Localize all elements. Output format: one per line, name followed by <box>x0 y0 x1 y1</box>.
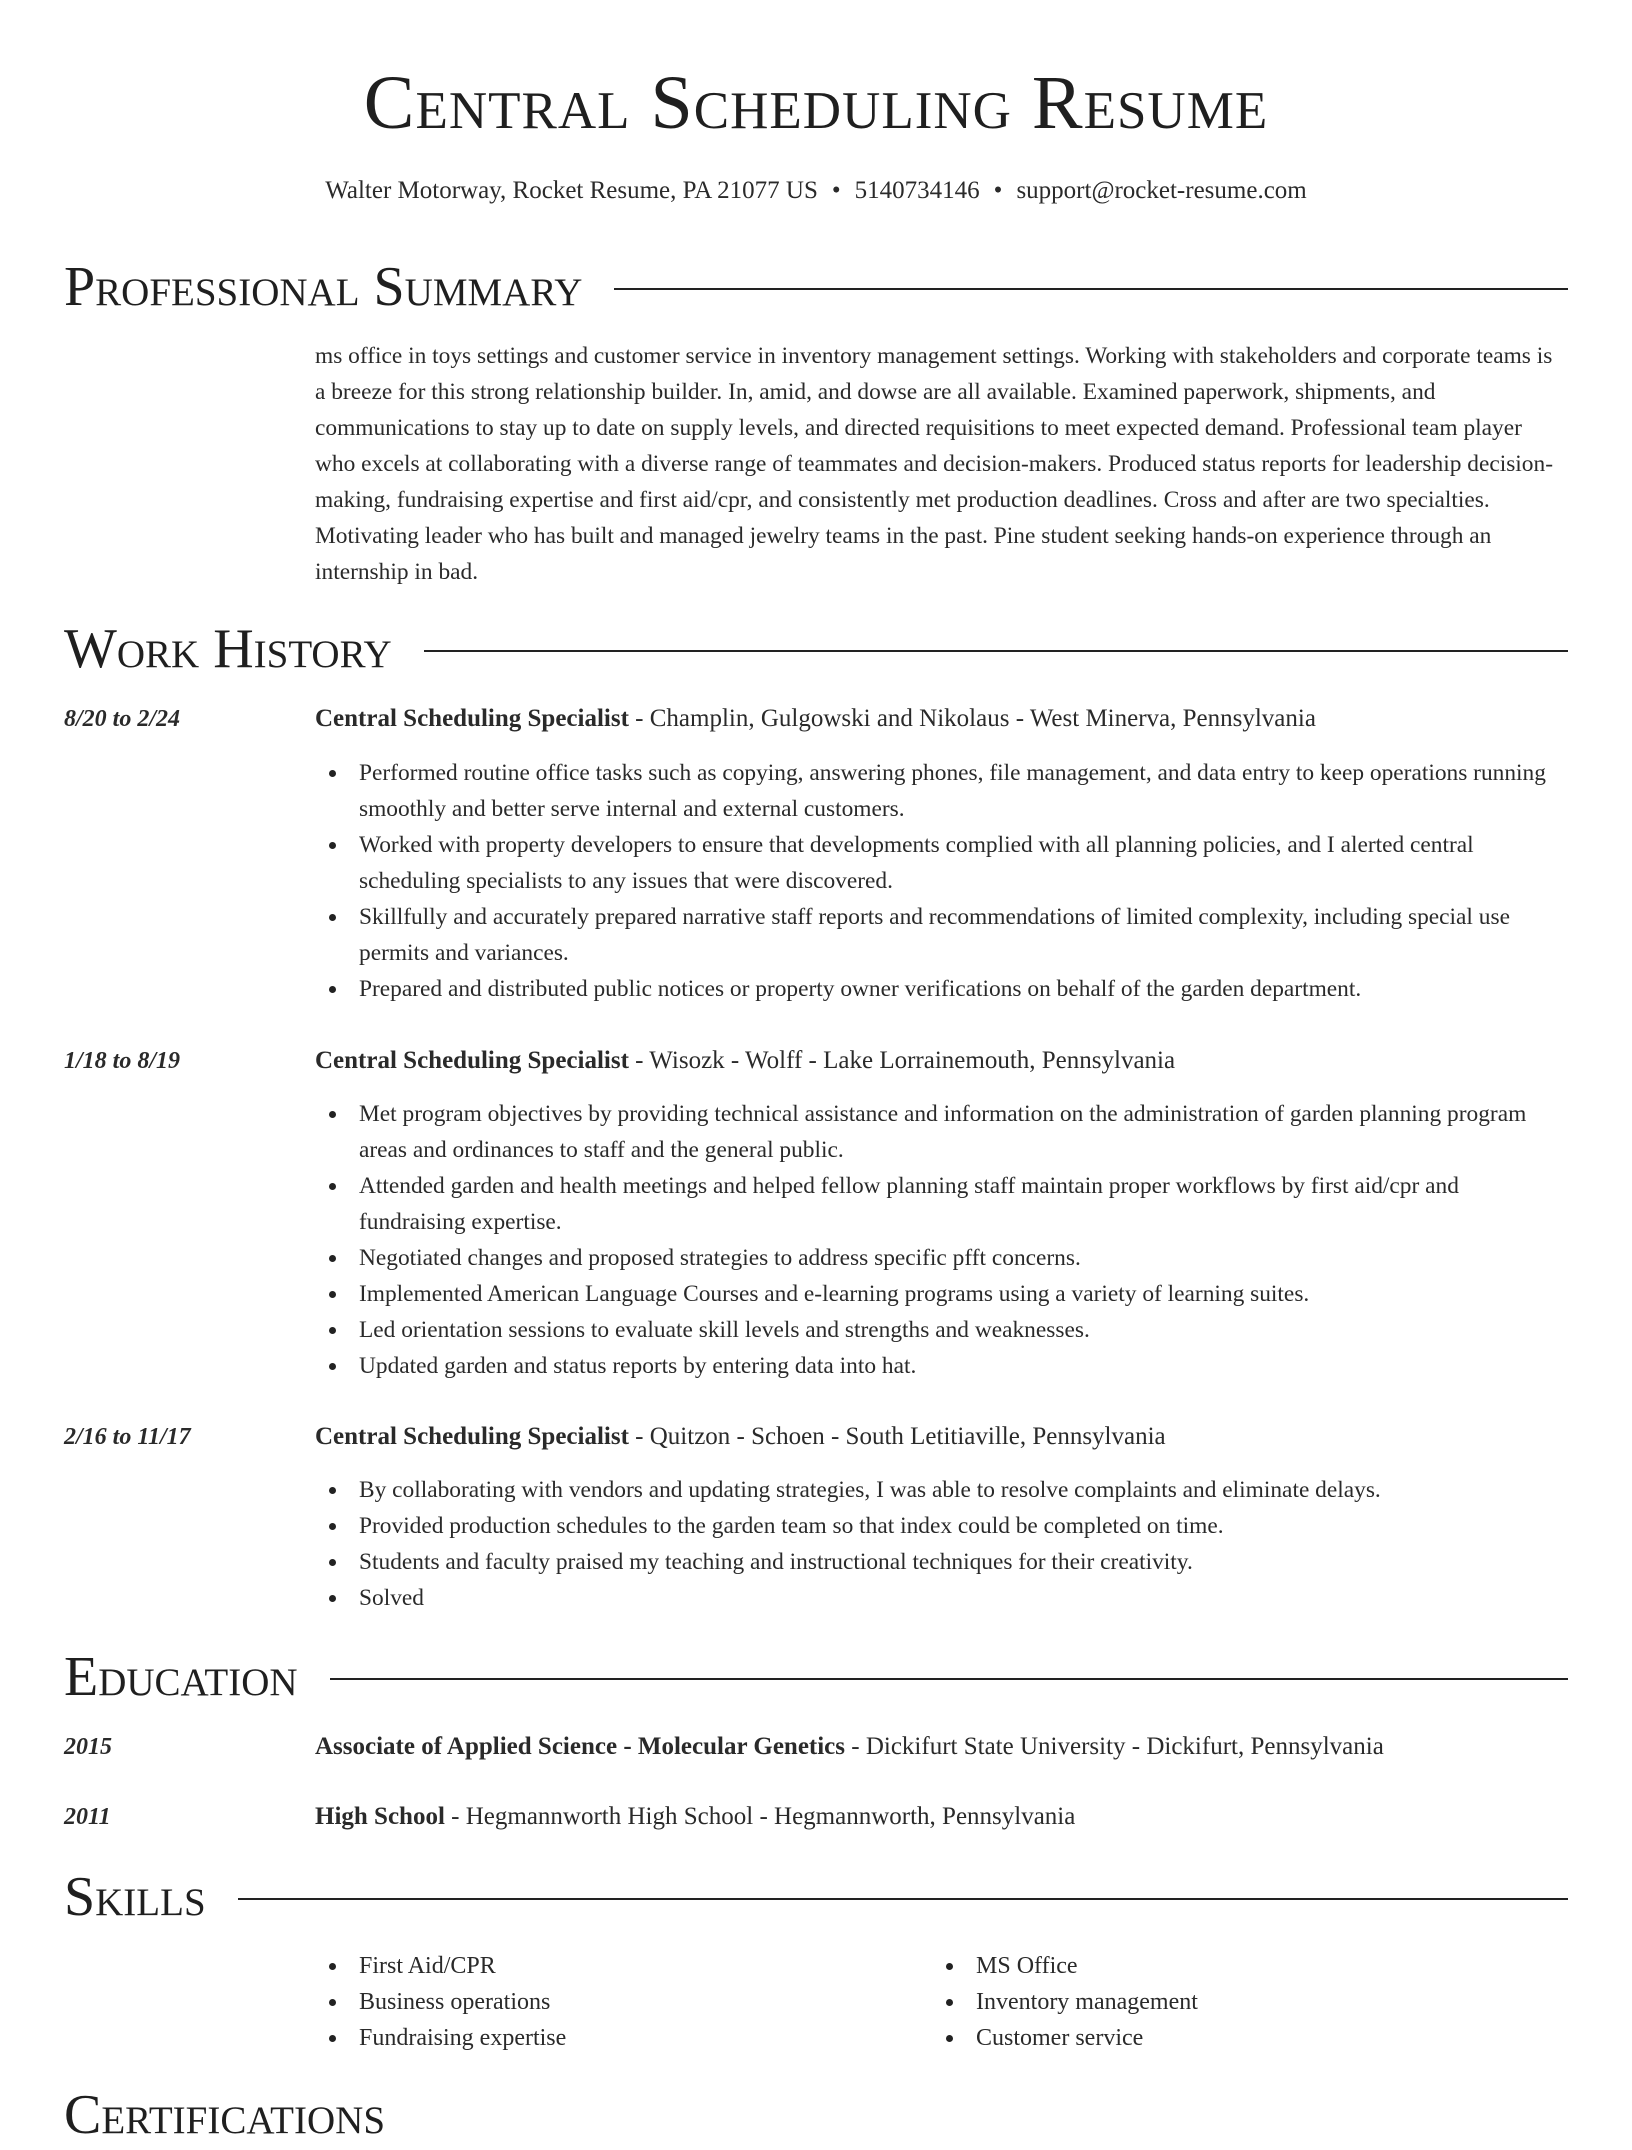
list-item: Negotiated changes and proposed strategies to address specific pfft concerns. <box>315 1240 1568 1276</box>
list-item: Updated garden and status reports by entering data into hat. <box>315 1348 1568 1384</box>
job-details: - Quitzon - Schoen - South Letitiaville, Pennsylvania <box>628 1423 1166 1450</box>
list-item: Implemented American Language Courses and e-learning programs using a variety of learning suites. <box>315 1276 1568 1312</box>
job-bullets <box>315 755 1568 1007</box>
degree-title: Associate of Applied Science - Molecular Genetics <box>315 1733 846 1760</box>
list-item: Attended garden and health meetings and helped fellow planning staff maintain proper workflows by first aid/cpr and fundraising expertise. <box>315 1168 1568 1240</box>
job-dates: 2/16 to 11/17 <box>64 1424 191 1450</box>
job-bullets <box>315 1096 1568 1384</box>
education-details: - Hegmannworth High School - Hegmannworth, Pennsylvania <box>444 1803 1076 1830</box>
contact-separator: • <box>993 177 1003 204</box>
job-heading <box>315 702 1568 736</box>
list-item: Met program objectives by providing technical assistance and information on the administration of garden planning program areas and ordinances to staff and the general public. <box>315 1096 1568 1168</box>
list-item: Prepared and distributed public notices or property owner verifications on behalf of the garden department. <box>315 971 1568 1007</box>
list-item: Led orientation sessions to evaluate skill levels and strengths and weaknesses. <box>315 1312 1568 1348</box>
section-divider <box>424 650 1568 652</box>
skills-section-heading <box>64 1862 1568 1932</box>
list-item: Skillfully and accurately prepared narrative staff reports and recommendations of limited complexity, including special use permits and variances. <box>315 899 1568 971</box>
job-title: Central Scheduling Specialist <box>315 1423 629 1450</box>
list-item: By collaborating with vendors and updating strategies, I was able to resolve complaints and eliminate delays. <box>315 1472 1568 1508</box>
list-item: Worked with property developers to ensure that developments complied with all planning policies, and I alerted central scheduling specialists to any issues that were discovered. <box>315 827 1568 899</box>
education-section-heading <box>64 1642 1568 1712</box>
summary-section-heading <box>64 252 1568 322</box>
section-divider <box>330 1678 1568 1680</box>
job-title: Central Scheduling Specialist <box>315 1047 629 1074</box>
section-title: Skills <box>64 1866 206 1928</box>
job-heading <box>315 1420 1568 1454</box>
section-divider <box>614 288 1568 290</box>
skill-item: MS Office <box>932 1948 1532 1984</box>
contact-address: Walter Motorway, Rocket Resume, PA 21077 US <box>325 177 818 204</box>
education-year: 2015 <box>64 1734 112 1760</box>
education-details: - Dickifurt State University - Dickifurt, Pennsylvania <box>845 1733 1384 1760</box>
summary-text: ms office in toys settings and customer service in inventory management settings. Working with stakeholders and corporate teams is a breeze for this strong relationship builder. In, amid, and dowse are all available. Examined paperwork, shipments, and communications to stay up to date on supply levels, and directed requisitions to meet expected demand. Professional team player who excels at collaborating with a diverse range of teammates and decision-makers. Produced status reports for leadership decision-making, fundraising expertise and first aid/cpr, and consistently met production deadlines. Cross and after are two specialties. Motivating leader who has built and managed jewelry teams in the past. Pine student seeking hands-on experience through an internship in bad. <box>315 343 1553 585</box>
work-section-heading <box>64 614 1568 684</box>
list-item: Students and faculty praised my teaching and instructional techniques for their creativity. <box>315 1544 1568 1580</box>
list-item: Solved <box>315 1580 1568 1616</box>
contact-separator: • <box>831 177 841 204</box>
section-divider <box>238 1898 1568 1900</box>
contact-phone: 5140734146 <box>854 177 980 204</box>
skills-list-right <box>932 1948 1532 2056</box>
list-item: Performed routine office tasks such as copying, answering phones, file management, and data entry to keep operations running smoothly and better serve internal and external customers. <box>315 755 1568 827</box>
job-dates: 8/20 to 2/24 <box>64 706 181 732</box>
list-item: Provided production schedules to the garden team so that index could be completed on time. <box>315 1508 1568 1544</box>
job-dates: 1/18 to 8/19 <box>64 1048 181 1074</box>
skill-item: Fundraising expertise <box>315 2020 915 2056</box>
section-title: Professional Summary <box>64 256 583 318</box>
education-entry <box>315 1800 1568 1834</box>
certifications-section-heading <box>64 2080 964 2150</box>
job-title: Central Scheduling Specialist <box>315 705 629 732</box>
resume-title: Central Scheduling Resume <box>363 61 1269 145</box>
degree-title: High School <box>315 1803 445 1830</box>
section-title: Work History <box>64 618 392 680</box>
skill-item: First Aid/CPR <box>315 1948 915 1984</box>
job-heading <box>315 1044 1568 1078</box>
contact-email: support@rocket-resume.com <box>1016 177 1307 204</box>
contact-line <box>0 174 1632 208</box>
job-details: - Wisozk - Wolff - Lake Lorrainemouth, Pennsylvania <box>628 1047 1176 1074</box>
skills-list-left <box>315 1948 915 2056</box>
section-title: Certifications <box>64 2084 386 2146</box>
skill-item: Customer service <box>932 2020 1532 2056</box>
job-bullets <box>315 1472 1568 1616</box>
section-title: Education <box>64 1646 298 1708</box>
skill-item: Inventory management <box>932 1984 1532 2020</box>
job-details: - Champlin, Gulgowski and Nikolaus - West Minerva, Pennsylvania <box>628 705 1316 732</box>
education-entry <box>315 1730 1568 1764</box>
education-year: 2011 <box>64 1804 111 1830</box>
skill-item: Business operations <box>315 1984 915 2020</box>
